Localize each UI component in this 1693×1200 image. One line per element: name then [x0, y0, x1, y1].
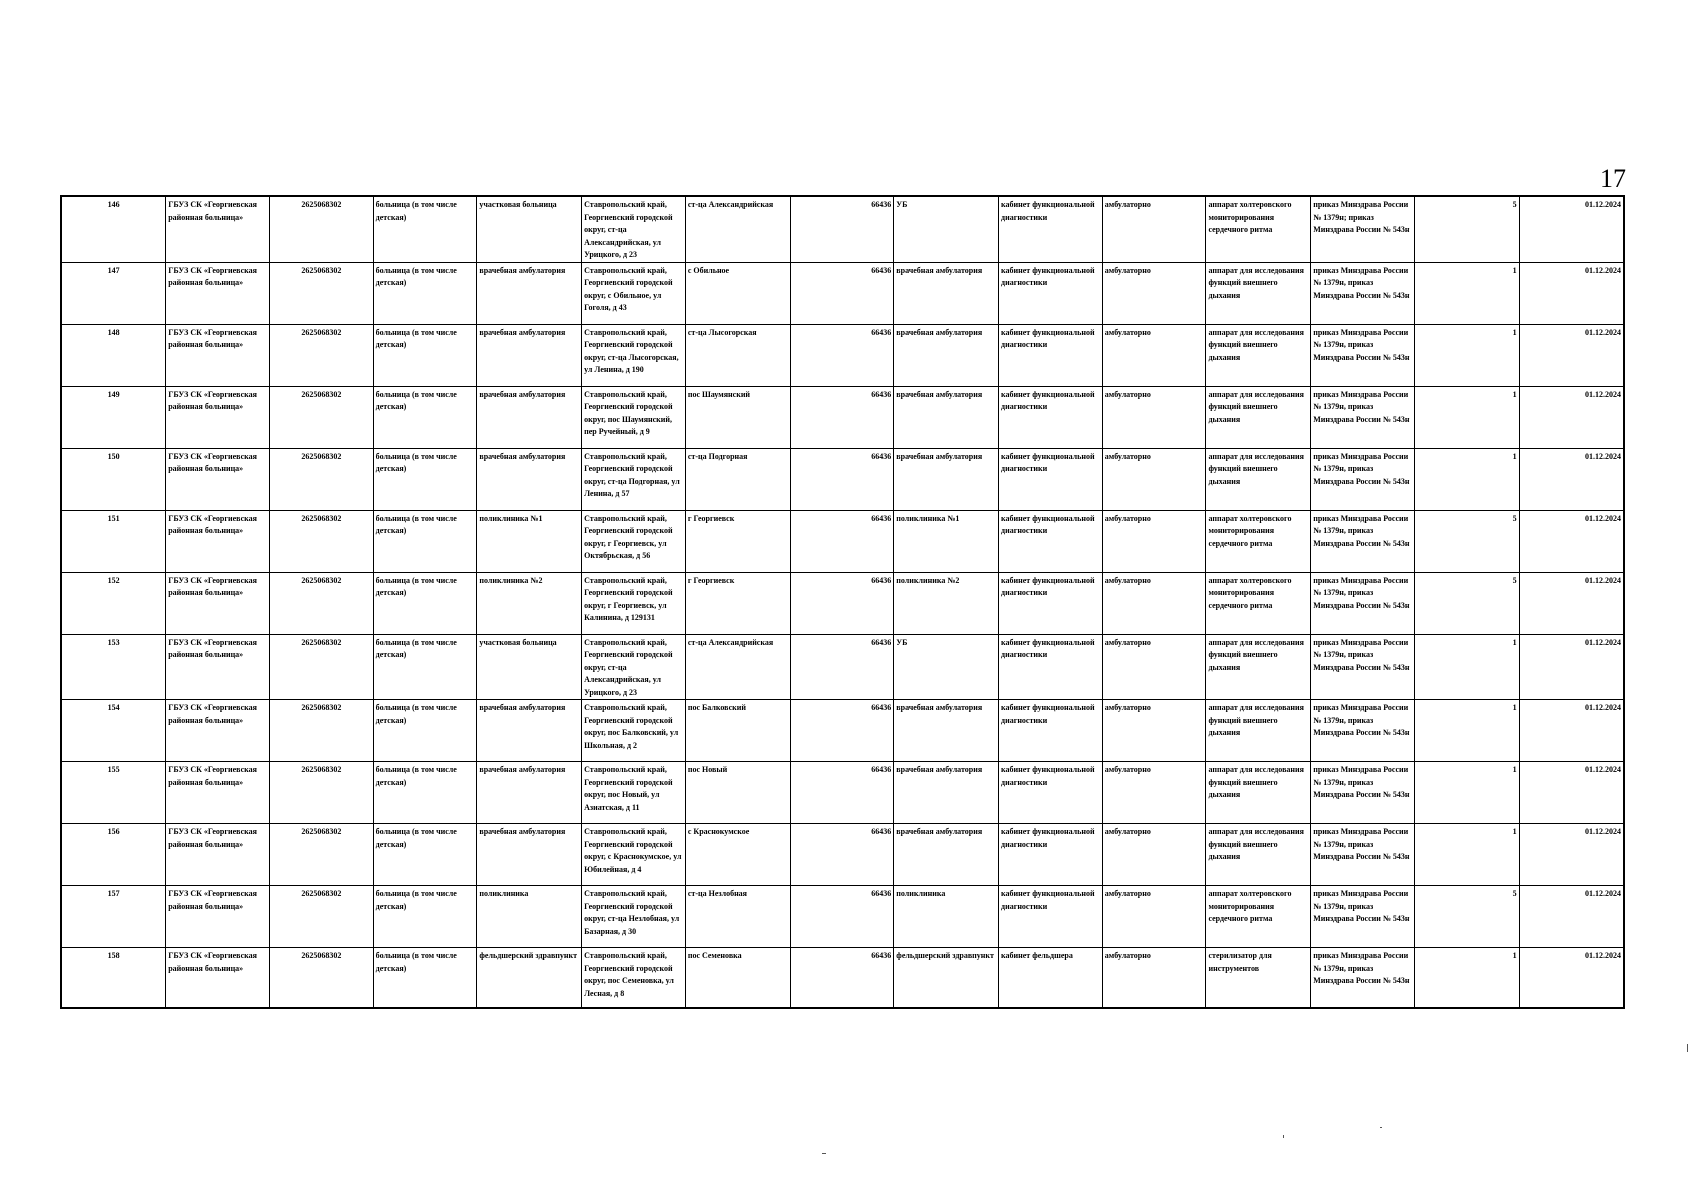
- equipment-name-cell: аппарат холтеровского мониторирования сердечного ритма: [1206, 572, 1311, 634]
- equipment-name-cell: аппарат для исследования функций внешнего дыхания: [1206, 700, 1311, 762]
- subunit-cell: врачебная амбулатория: [894, 700, 999, 762]
- address-cell: Ставропольский край, Георгиевский городской округ, ст-ца Лысогорская, ул Ленина, д 190: [582, 324, 686, 386]
- cabinet-cell: кабинет функциональной диагностики: [999, 886, 1103, 948]
- table-row: [61, 886, 1624, 948]
- locality-cell: ст-ца Подгорная: [685, 448, 790, 510]
- row-number-cell: 151: [61, 510, 166, 572]
- cabinet-cell: кабинет функциональной диагностики: [999, 262, 1103, 324]
- cabinet-cell: кабинет функциональной диагностики: [999, 762, 1103, 824]
- locality-cell: пос Шаумянский: [685, 386, 790, 448]
- organization-type-cell: больница (в том числе детская): [373, 572, 477, 634]
- quantity-cell: 1: [1414, 448, 1519, 510]
- page-number: 17: [1600, 164, 1626, 193]
- quantity-cell: 5: [1414, 572, 1519, 634]
- inn-code-cell: 2625068302: [269, 572, 373, 634]
- quantity-cell: 1: [1414, 386, 1519, 448]
- delivery-date-cell: 01.12.2024: [1519, 762, 1624, 824]
- equipment-name-cell: аппарат холтеровского мониторирования сердечного ритма: [1206, 886, 1311, 948]
- row-number-cell: 154: [61, 700, 166, 762]
- address-cell: Ставропольский край, Георгиевский городской округ, с Обильное, ул Гоголя, д 43: [582, 262, 686, 324]
- organization-type-cell: больница (в том числе детская): [373, 886, 477, 948]
- table-row: [61, 262, 1624, 324]
- table-row: [61, 634, 1624, 700]
- equipment-name-cell: стерилизатор для инструментов: [1206, 948, 1311, 1009]
- inn-code-cell: 2625068302: [269, 386, 373, 448]
- delivery-date-cell: 01.12.2024: [1519, 448, 1624, 510]
- oktmo-code-cell: 66436: [790, 572, 894, 634]
- organization-type-cell: больница (в том числе детская): [373, 948, 477, 1009]
- address-cell: Ставропольский край, Георгиевский городской округ, пос Балковский, ул Школьная, д 2: [582, 700, 686, 762]
- regulatory-order-cell: приказ Минздрава России № 1379н, приказ Минздрава России № 543н: [1311, 386, 1415, 448]
- oktmo-code-cell: 66436: [790, 510, 894, 572]
- locality-cell: г Георгиевск: [685, 572, 790, 634]
- subunit-cell: поликлиника: [894, 886, 999, 948]
- organization-name-cell: ГБУЗ СК «Георгиевская районная больница»: [166, 510, 270, 572]
- care-condition-cell: амбулаторно: [1102, 824, 1206, 886]
- care-condition-cell: амбулаторно: [1102, 448, 1206, 510]
- delivery-date-cell: 01.12.2024: [1519, 510, 1624, 572]
- address-cell: Ставропольский край, Георгиевский городской округ, с Краснокумское, ул Юбилейная, д 4: [582, 824, 686, 886]
- structural-unit-cell: врачебная амбулатория: [477, 324, 582, 386]
- organization-type-cell: больница (в том числе детская): [373, 448, 477, 510]
- row-number-cell: 155: [61, 762, 166, 824]
- inn-code-cell: 2625068302: [269, 324, 373, 386]
- care-condition-cell: амбулаторно: [1102, 572, 1206, 634]
- organization-name-cell: ГБУЗ СК «Георгиевская районная больница»: [166, 572, 270, 634]
- organization-name-cell: ГБУЗ СК «Георгиевская районная больница»: [166, 700, 270, 762]
- scan-mark: [1283, 1135, 1284, 1138]
- row-number-cell: 146: [61, 196, 166, 262]
- cabinet-cell: кабинет функциональной диагностики: [999, 510, 1103, 572]
- quantity-cell: 1: [1414, 948, 1519, 1009]
- equipment-name-cell: аппарат для исследования функций внешнего дыхания: [1206, 634, 1311, 700]
- scan-mark: [1687, 1044, 1688, 1052]
- inn-code-cell: 2625068302: [269, 196, 373, 262]
- equipment-name-cell: аппарат холтеровского мониторирования сердечного ритма: [1206, 196, 1311, 262]
- subunit-cell: врачебная амбулатория: [894, 262, 999, 324]
- regulatory-order-cell: приказ Минздрава России № 1379н, приказ Минздрава России № 543н: [1311, 762, 1415, 824]
- delivery-date-cell: 01.12.2024: [1519, 634, 1624, 700]
- structural-unit-cell: поликлиника: [477, 886, 582, 948]
- table-row: [61, 196, 1624, 262]
- inn-code-cell: 2625068302: [269, 510, 373, 572]
- equipment-name-cell: аппарат для исследования функций внешнего дыхания: [1206, 262, 1311, 324]
- inn-code-cell: 2625068302: [269, 262, 373, 324]
- structural-unit-cell: врачебная амбулатория: [477, 824, 582, 886]
- locality-cell: ст-ца Лысогорская: [685, 324, 790, 386]
- equipment-name-cell: аппарат для исследования функций внешнего дыхания: [1206, 324, 1311, 386]
- cabinet-cell: кабинет функциональной диагностики: [999, 824, 1103, 886]
- organization-type-cell: больница (в том числе детская): [373, 262, 477, 324]
- quantity-cell: 1: [1414, 634, 1519, 700]
- equipment-name-cell: аппарат для исследования функций внешнего дыхания: [1206, 824, 1311, 886]
- care-condition-cell: амбулаторно: [1102, 386, 1206, 448]
- address-cell: Ставропольский край, Георгиевский городской округ, ст-ца Александрийская, ул Урицкого, д 23: [582, 196, 686, 262]
- address-cell: Ставропольский край, Георгиевский городской округ, ст-ца Подгорная, ул Ленина, д 57: [582, 448, 686, 510]
- inn-code-cell: 2625068302: [269, 824, 373, 886]
- structural-unit-cell: участковая больница: [477, 196, 582, 262]
- organization-type-cell: больница (в том числе детская): [373, 700, 477, 762]
- care-condition-cell: амбулаторно: [1102, 510, 1206, 572]
- delivery-date-cell: 01.12.2024: [1519, 324, 1624, 386]
- organization-name-cell: ГБУЗ СК «Георгиевская районная больница»: [166, 634, 270, 700]
- subunit-cell: врачебная амбулатория: [894, 824, 999, 886]
- oktmo-code-cell: 66436: [790, 700, 894, 762]
- inn-code-cell: 2625068302: [269, 448, 373, 510]
- care-condition-cell: амбулаторно: [1102, 262, 1206, 324]
- oktmo-code-cell: 66436: [790, 324, 894, 386]
- subunit-cell: УБ: [894, 634, 999, 700]
- delivery-date-cell: 01.12.2024: [1519, 886, 1624, 948]
- care-condition-cell: амбулаторно: [1102, 700, 1206, 762]
- structural-unit-cell: поликлиника №2: [477, 572, 582, 634]
- organization-name-cell: ГБУЗ СК «Георгиевская районная больница»: [166, 448, 270, 510]
- address-cell: Ставропольский край, Георгиевский городской округ, пос Шаумянский, пер Ручейный, д 9: [582, 386, 686, 448]
- structural-unit-cell: участковая больница: [477, 634, 582, 700]
- regulatory-order-cell: приказ Минздрава России № 1379н, приказ Минздрава России № 543н: [1311, 572, 1415, 634]
- oktmo-code-cell: 66436: [790, 262, 894, 324]
- equipment-name-cell: аппарат для исследования функций внешнего дыхания: [1206, 762, 1311, 824]
- quantity-cell: 5: [1414, 510, 1519, 572]
- quantity-cell: 1: [1414, 824, 1519, 886]
- address-cell: Ставропольский край, Георгиевский городской округ, ст-ца Незлобная, ул Базарная, д 30: [582, 886, 686, 948]
- quantity-cell: 1: [1414, 762, 1519, 824]
- oktmo-code-cell: 66436: [790, 948, 894, 1009]
- scan-mark: [1380, 1127, 1382, 1128]
- table-row: [61, 700, 1624, 762]
- equipment-name-cell: аппарат для исследования функций внешнего дыхания: [1206, 386, 1311, 448]
- cabinet-cell: кабинет функциональной диагностики: [999, 572, 1103, 634]
- locality-cell: с Краснокумское: [685, 824, 790, 886]
- quantity-cell: 5: [1414, 196, 1519, 262]
- inn-code-cell: 2625068302: [269, 762, 373, 824]
- organization-type-cell: больница (в том числе детская): [373, 762, 477, 824]
- table-row: [61, 572, 1624, 634]
- subunit-cell: поликлиника №2: [894, 572, 999, 634]
- organization-type-cell: больница (в том числе детская): [373, 510, 477, 572]
- organization-name-cell: ГБУЗ СК «Георгиевская районная больница»: [166, 762, 270, 824]
- address-cell: Ставропольский край, Георгиевский городской округ, пос Новый, ул Азиатская, д 11: [582, 762, 686, 824]
- subunit-cell: поликлиника №1: [894, 510, 999, 572]
- cabinet-cell: кабинет функциональной диагностики: [999, 634, 1103, 700]
- regulatory-order-cell: приказ Минздрава России № 1379н, приказ Минздрава России № 543н: [1311, 948, 1415, 1009]
- cabinet-cell: кабинет функциональной диагностики: [999, 324, 1103, 386]
- subunit-cell: врачебная амбулатория: [894, 448, 999, 510]
- organization-name-cell: ГБУЗ СК «Георгиевская районная больница»: [166, 886, 270, 948]
- locality-cell: пос Новый: [685, 762, 790, 824]
- inn-code-cell: 2625068302: [269, 886, 373, 948]
- delivery-date-cell: 01.12.2024: [1519, 700, 1624, 762]
- scan-mark: [822, 1153, 826, 1154]
- regulatory-order-cell: приказ Минздрава России № 1379н; приказ Минздрава России № 543н: [1311, 196, 1415, 262]
- subunit-cell: врачебная амбулатория: [894, 324, 999, 386]
- row-number-cell: 148: [61, 324, 166, 386]
- oktmo-code-cell: 66436: [790, 634, 894, 700]
- structural-unit-cell: врачебная амбулатория: [477, 700, 582, 762]
- quantity-cell: 1: [1414, 262, 1519, 324]
- row-number-cell: 152: [61, 572, 166, 634]
- regulatory-order-cell: приказ Минздрава России № 1379н, приказ Минздрава России № 543н: [1311, 324, 1415, 386]
- oktmo-code-cell: 66436: [790, 448, 894, 510]
- organization-type-cell: больница (в том числе детская): [373, 824, 477, 886]
- quantity-cell: 1: [1414, 700, 1519, 762]
- organization-type-cell: больница (в том числе детская): [373, 196, 477, 262]
- cabinet-cell: кабинет фельдшера: [999, 948, 1103, 1009]
- structural-unit-cell: фельдшерский здравпункт: [477, 948, 582, 1009]
- locality-cell: г Георгиевск: [685, 510, 790, 572]
- subunit-cell: фельдшерский здравпункт: [894, 948, 999, 1009]
- locality-cell: ст-ца Незлобная: [685, 886, 790, 948]
- quantity-cell: 1: [1414, 324, 1519, 386]
- locality-cell: пос Балковский: [685, 700, 790, 762]
- care-condition-cell: амбулаторно: [1102, 762, 1206, 824]
- address-cell: Ставропольский край, Георгиевский городской округ, ст-ца Александрийская, ул Урицкого, д 23: [582, 634, 686, 700]
- row-number-cell: 150: [61, 448, 166, 510]
- inn-code-cell: 2625068302: [269, 634, 373, 700]
- delivery-date-cell: 01.12.2024: [1519, 824, 1624, 886]
- subunit-cell: врачебная амбулатория: [894, 762, 999, 824]
- care-condition-cell: амбулаторно: [1102, 886, 1206, 948]
- organization-name-cell: ГБУЗ СК «Георгиевская районная больница»: [166, 948, 270, 1009]
- organization-type-cell: больница (в том числе детская): [373, 634, 477, 700]
- cabinet-cell: кабинет функциональной диагностики: [999, 700, 1103, 762]
- structural-unit-cell: поликлиника №1: [477, 510, 582, 572]
- organization-name-cell: ГБУЗ СК «Георгиевская районная больница»: [166, 324, 270, 386]
- delivery-date-cell: 01.12.2024: [1519, 386, 1624, 448]
- oktmo-code-cell: 66436: [790, 386, 894, 448]
- oktmo-code-cell: 66436: [790, 196, 894, 262]
- inn-code-cell: 2625068302: [269, 948, 373, 1009]
- delivery-date-cell: 01.12.2024: [1519, 948, 1624, 1009]
- equipment-name-cell: аппарат холтеровского мониторирования сердечного ритма: [1206, 510, 1311, 572]
- organization-name-cell: ГБУЗ СК «Георгиевская районная больница»: [166, 196, 270, 262]
- table-row: [61, 762, 1624, 824]
- inn-code-cell: 2625068302: [269, 700, 373, 762]
- care-condition-cell: амбулаторно: [1102, 324, 1206, 386]
- table-row: [61, 324, 1624, 386]
- locality-cell: ст-ца Александрийская: [685, 196, 790, 262]
- structural-unit-cell: врачебная амбулатория: [477, 386, 582, 448]
- subunit-cell: врачебная амбулатория: [894, 386, 999, 448]
- row-number-cell: 149: [61, 386, 166, 448]
- delivery-date-cell: 01.12.2024: [1519, 572, 1624, 634]
- care-condition-cell: амбулаторно: [1102, 948, 1206, 1009]
- regulatory-order-cell: приказ Минздрава России № 1379н, приказ Минздрава России № 543н: [1311, 634, 1415, 700]
- organization-name-cell: ГБУЗ СК «Георгиевская районная больница»: [166, 386, 270, 448]
- delivery-date-cell: 01.12.2024: [1519, 196, 1624, 262]
- organization-type-cell: больница (в том числе детская): [373, 386, 477, 448]
- oktmo-code-cell: 66436: [790, 886, 894, 948]
- organization-name-cell: ГБУЗ СК «Георгиевская районная больница»: [166, 262, 270, 324]
- table-row: [61, 448, 1624, 510]
- equipment-name-cell: аппарат для исследования функций внешнего дыхания: [1206, 448, 1311, 510]
- table-body: [61, 196, 1624, 1008]
- care-condition-cell: амбулаторно: [1102, 634, 1206, 700]
- regulatory-order-cell: приказ Минздрава России № 1379н, приказ Минздрава России № 543н: [1311, 886, 1415, 948]
- address-cell: Ставропольский край, Георгиевский городской округ, г Георгиевск, ул Октябрьская, д 56: [582, 510, 686, 572]
- oktmo-code-cell: 66436: [790, 824, 894, 886]
- care-condition-cell: амбулаторно: [1102, 196, 1206, 262]
- structural-unit-cell: врачебная амбулатория: [477, 762, 582, 824]
- registry-table: [60, 195, 1625, 1009]
- organization-type-cell: больница (в том числе детская): [373, 324, 477, 386]
- regulatory-order-cell: приказ Минздрава России № 1379н, приказ Минздрава России № 543н: [1311, 824, 1415, 886]
- row-number-cell: 147: [61, 262, 166, 324]
- row-number-cell: 158: [61, 948, 166, 1009]
- cabinet-cell: кабинет функциональной диагностики: [999, 196, 1103, 262]
- regulatory-order-cell: приказ Минздрава России № 1379н, приказ Минздрава России № 543н: [1311, 448, 1415, 510]
- table-row: [61, 510, 1624, 572]
- regulatory-order-cell: приказ Минздрава России № 1379н, приказ Минздрава России № 543н: [1311, 262, 1415, 324]
- quantity-cell: 5: [1414, 886, 1519, 948]
- row-number-cell: 156: [61, 824, 166, 886]
- delivery-date-cell: 01.12.2024: [1519, 262, 1624, 324]
- locality-cell: с Обильное: [685, 262, 790, 324]
- table-row: [61, 948, 1624, 1009]
- locality-cell: пос Семеновка: [685, 948, 790, 1009]
- row-number-cell: 153: [61, 634, 166, 700]
- structural-unit-cell: врачебная амбулатория: [477, 262, 582, 324]
- oktmo-code-cell: 66436: [790, 762, 894, 824]
- table-row: [61, 386, 1624, 448]
- address-cell: Ставропольский край, Георгиевский городской округ, г Георгиевск, ул Калинина, д 129131: [582, 572, 686, 634]
- address-cell: Ставропольский край, Георгиевский городской округ, пос Семеновка, ул Лесная, д 8: [582, 948, 686, 1009]
- subunit-cell: УБ: [894, 196, 999, 262]
- structural-unit-cell: врачебная амбулатория: [477, 448, 582, 510]
- locality-cell: ст-ца Александрийская: [685, 634, 790, 700]
- regulatory-order-cell: приказ Минздрава России № 1379н, приказ Минздрава России № 543н: [1311, 510, 1415, 572]
- organization-name-cell: ГБУЗ СК «Георгиевская районная больница»: [166, 824, 270, 886]
- row-number-cell: 157: [61, 886, 166, 948]
- regulatory-order-cell: приказ Минздрава России № 1379н, приказ Минздрава России № 543н: [1311, 700, 1415, 762]
- cabinet-cell: кабинет функциональной диагностики: [999, 448, 1103, 510]
- table-row: [61, 824, 1624, 886]
- cabinet-cell: кабинет функциональной диагностики: [999, 386, 1103, 448]
